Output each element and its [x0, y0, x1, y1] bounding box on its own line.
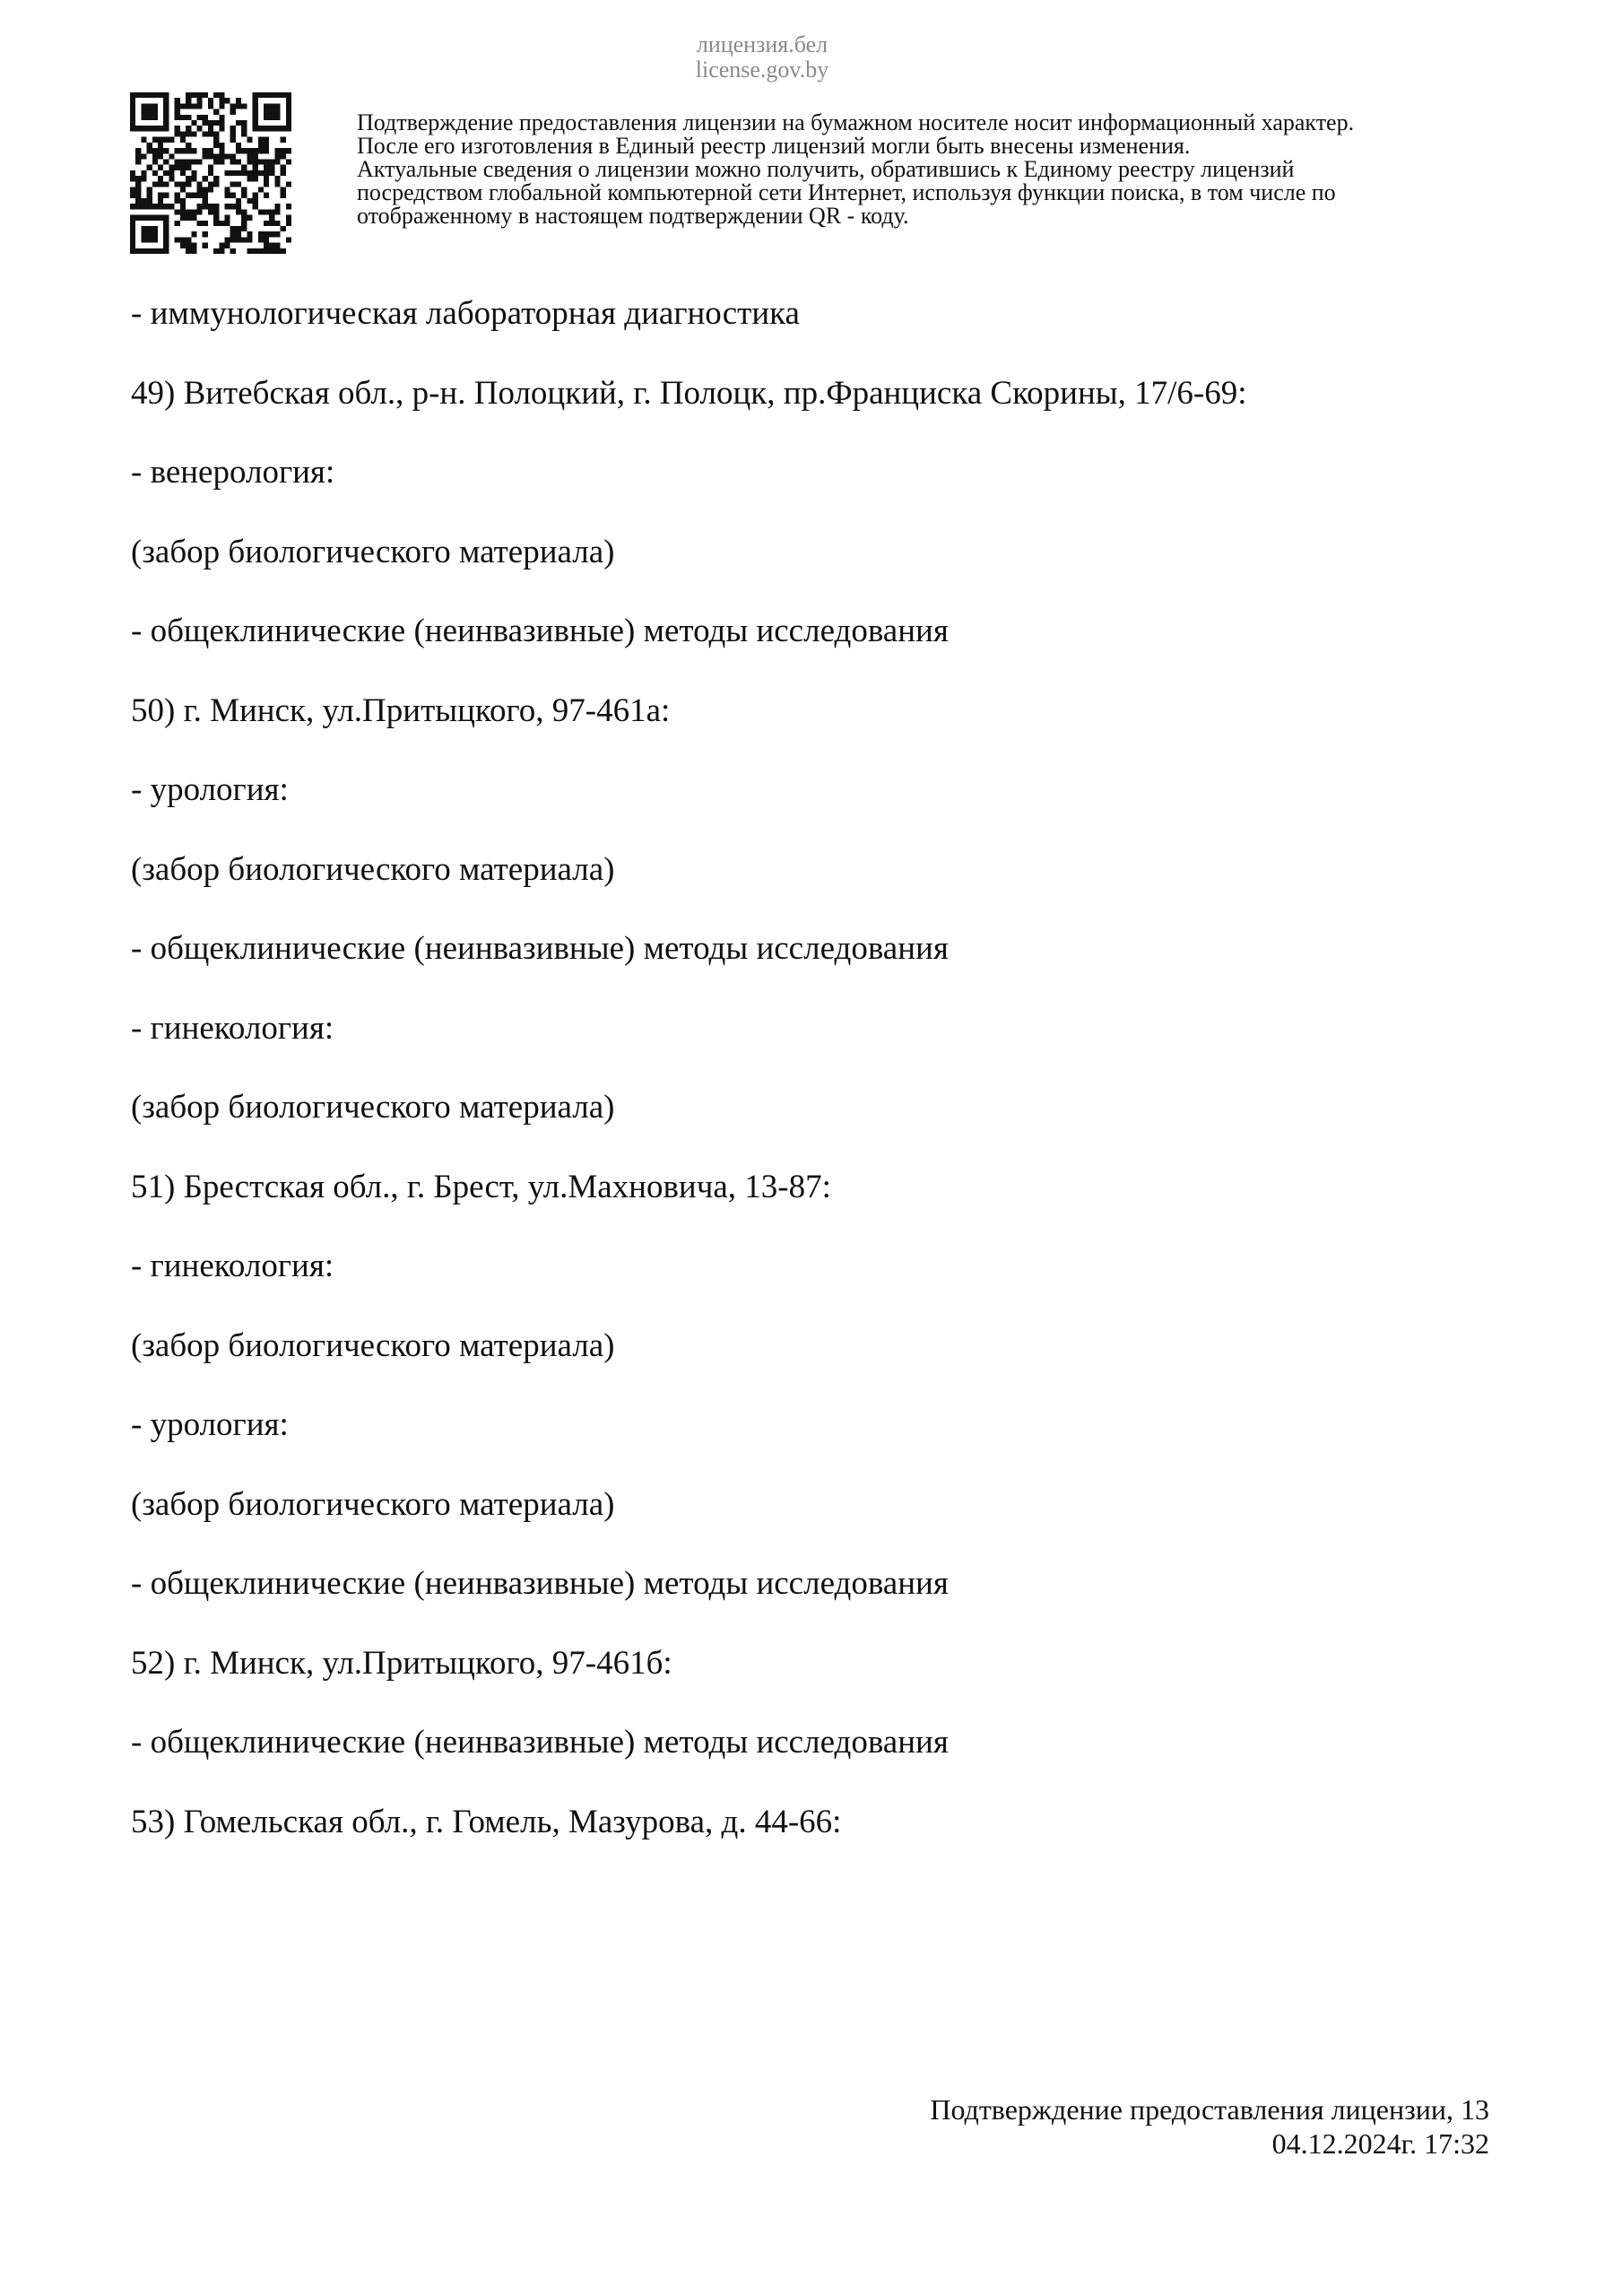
- address-item: 50) г. Минск, ул.Притыцкого, 97-461а:: [131, 691, 671, 729]
- license-activities-list: [131, 291, 1530, 1878]
- list-item: (забор биологического материала): [131, 850, 615, 888]
- disclaimer-line: После его изготовления в Единый реестр лицензий могли быть внесены изменения.: [357, 133, 1191, 159]
- list-item: - иммунологическая лабораторная диагностика: [131, 295, 800, 332]
- address-item: 49) Витебская обл., р-н. Полоцкий, г. Полоцк, пр.Франциска Скорины, 17/6-69:: [131, 374, 1247, 412]
- site-latin: license.gov.by: [695, 57, 829, 83]
- list-item: (забор биологического материала): [131, 1089, 615, 1126]
- disclaimer-line: Подтверждение предоставления лицензии на бумажном носителе носит информационный характер.: [357, 109, 1355, 135]
- address-item: 51) Брестская обл., г. Брест, ул.Махновича, 13-87:: [131, 1168, 831, 1205]
- list-item: - общеклинические (неинвазивные) методы исследования: [131, 1724, 949, 1761]
- list-item: - венерология:: [131, 454, 335, 491]
- address-item: 53) Гомельская обл., г. Гомель, Мазурова, д. 44-66:: [131, 1803, 842, 1840]
- disclaimer-line: посредством глобальной компьютерной сети Интернет, используя функции поиска, в том числе по: [357, 179, 1336, 205]
- qr-code-icon: [130, 92, 291, 254]
- list-item: (забор биологического материала): [131, 1485, 615, 1523]
- list-item: - общеклинические (неинвазивные) методы исследования: [131, 930, 949, 967]
- list-item: - общеклинические (неинвазивные) методы исследования: [131, 613, 949, 649]
- disclaimer: [357, 111, 1558, 228]
- footer-datetime: 04.12.2024г. 17:32: [1271, 2127, 1489, 2160]
- page-footer: [930, 2092, 1489, 2161]
- list-item: - общеклинические (неинвазивные) методы исследования: [131, 1565, 949, 1602]
- list-item: (забор биологического материала): [131, 1326, 615, 1364]
- list-item: - гинекология:: [131, 1009, 334, 1047]
- list-item: - урология:: [131, 1406, 289, 1443]
- list-item: - гинекология:: [131, 1248, 334, 1284]
- footer-confirmation-page: Подтверждение предоставления лицензии, 13: [930, 2093, 1489, 2126]
- list-item: - урология:: [131, 771, 289, 808]
- list-item: (забор биологического материала): [131, 533, 615, 570]
- disclaimer-line: отображенному в настоящем подтверждении QR - коду.: [357, 203, 909, 229]
- address-item: 52) г. Минск, ул.Притыцкого, 97-461б:: [131, 1644, 672, 1682]
- site-links: [681, 32, 843, 83]
- site-cyrillic: лицензия.бел: [696, 31, 828, 57]
- disclaimer-line: Актуальные сведения о лицензии можно получить, обратившись к Единому реестру лицензий: [357, 156, 1295, 182]
